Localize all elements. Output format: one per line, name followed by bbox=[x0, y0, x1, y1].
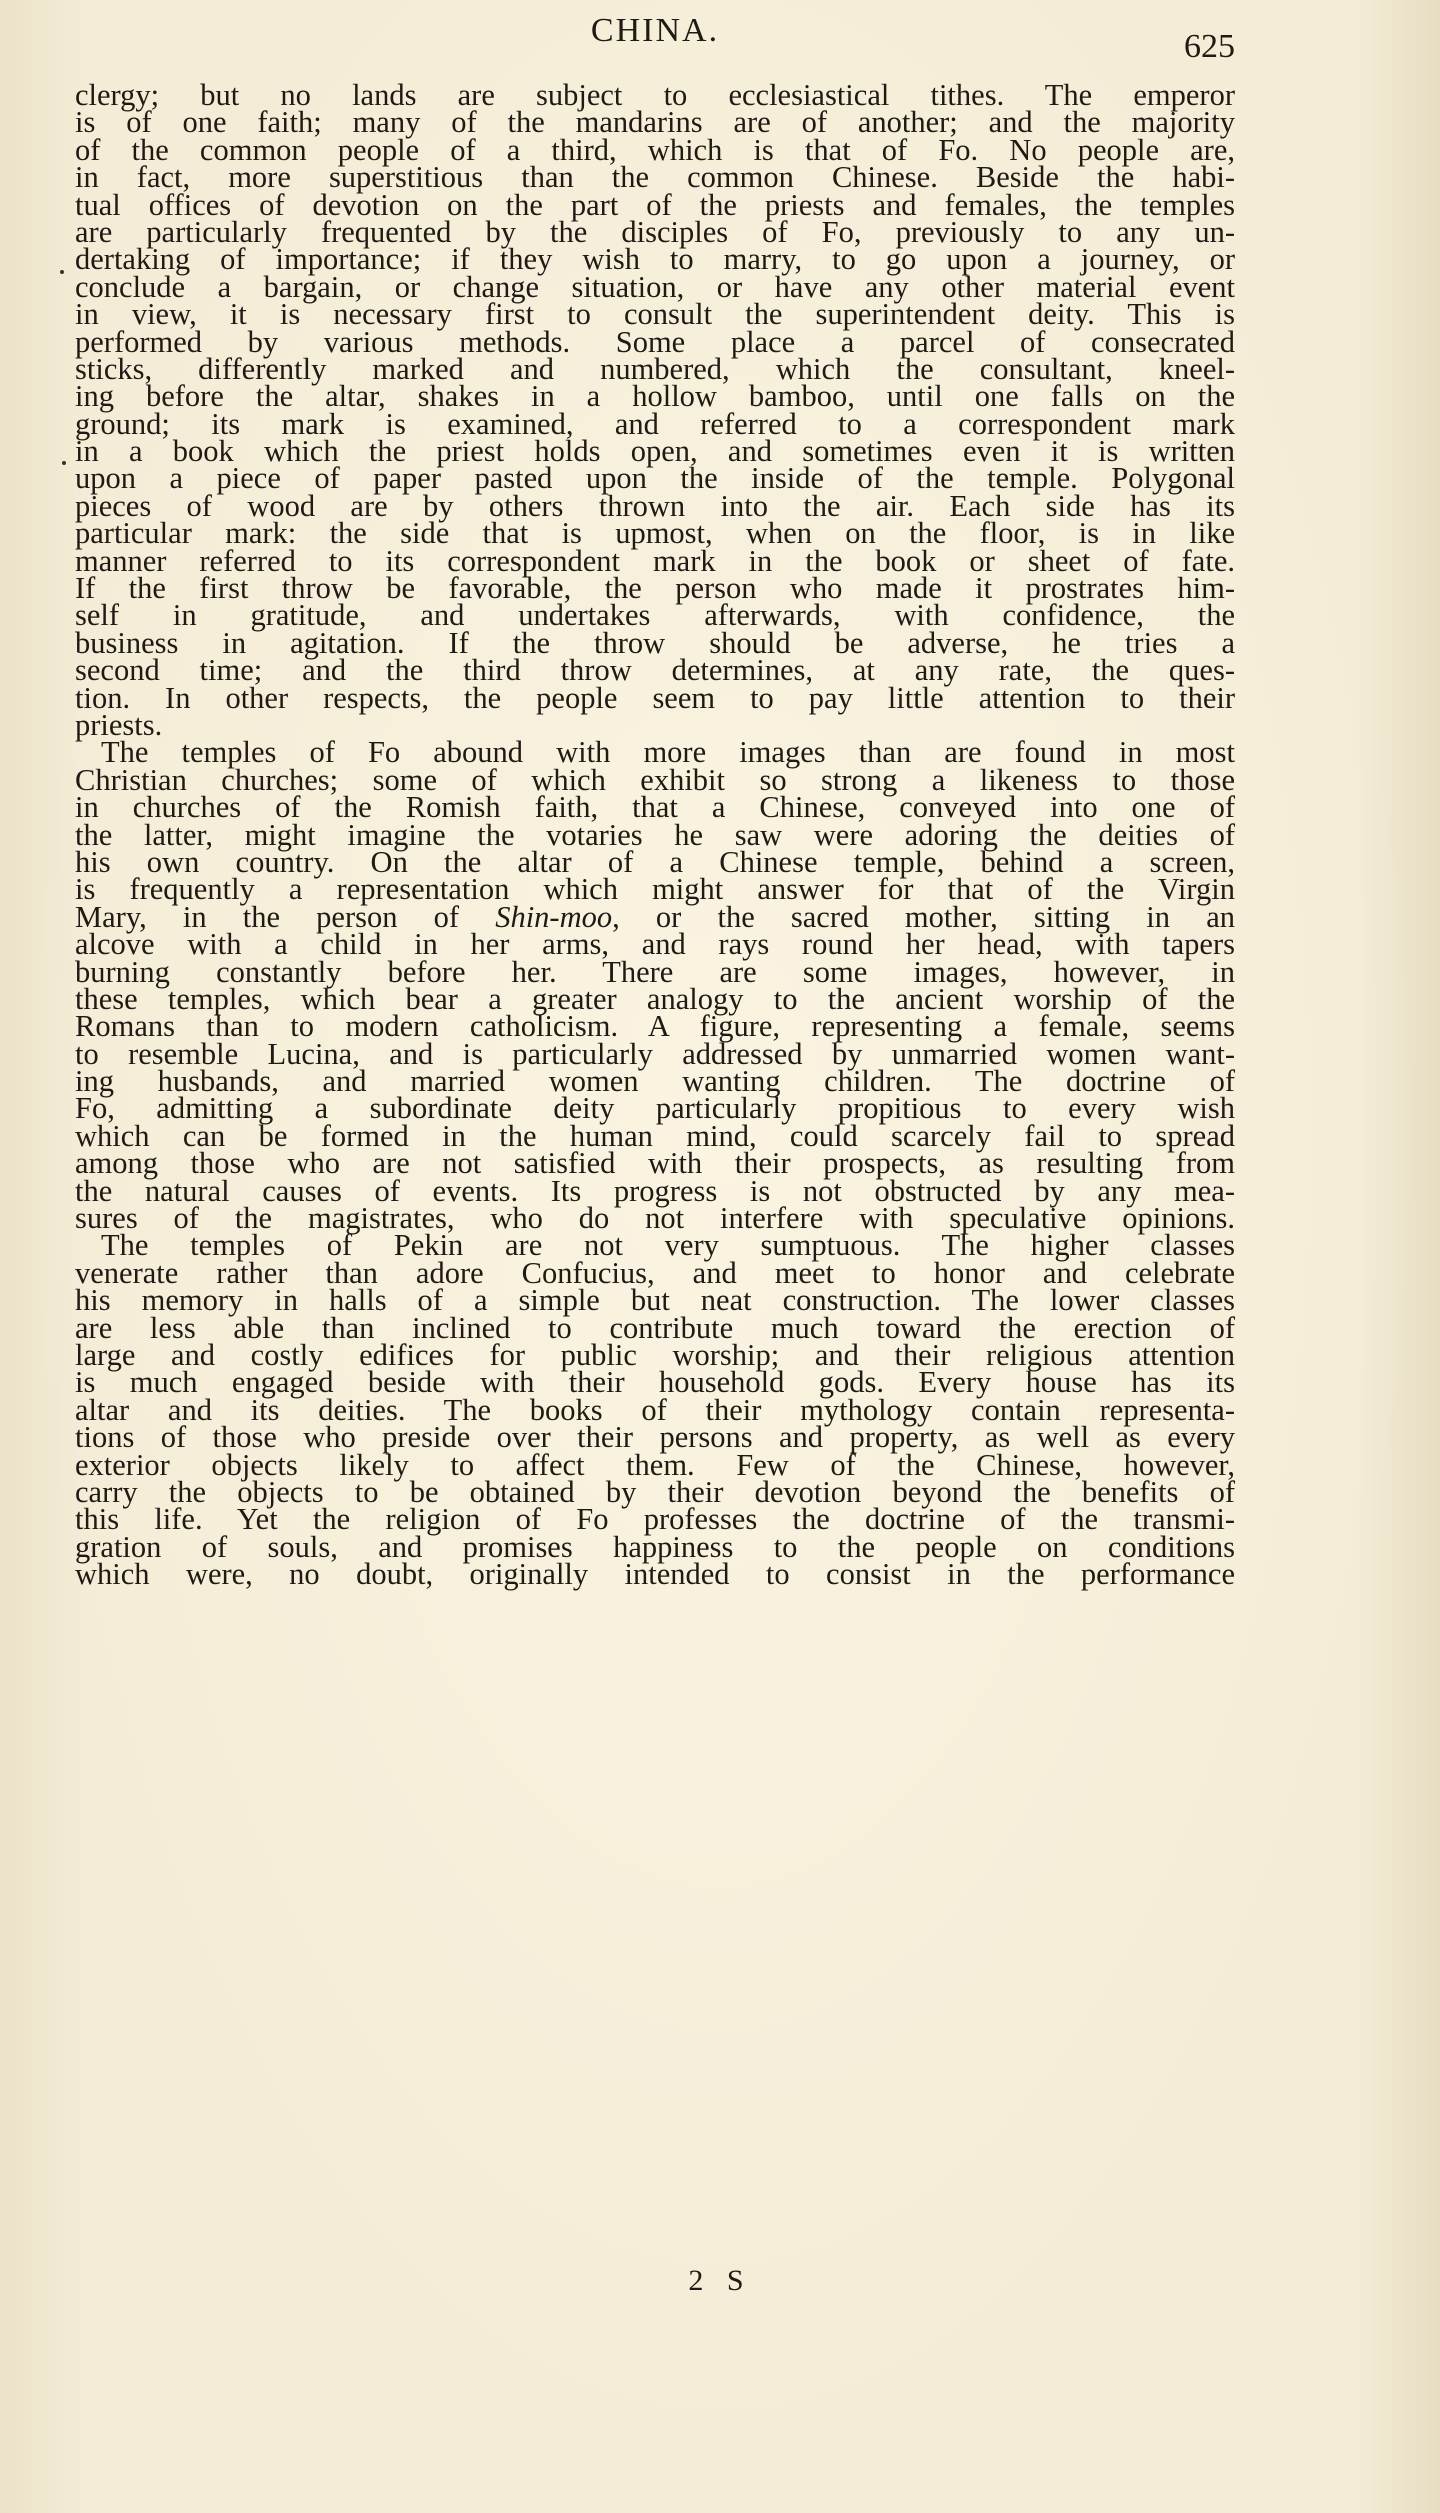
text-line: ing husbands, and married women wanting children. The doctrine of bbox=[75, 1064, 1235, 1099]
text-line: tual offices of devotion on the part of the priests and females, the temples bbox=[75, 187, 1235, 222]
text-line: Fo, admitting a subordinate deity particularly propitious to every wish bbox=[75, 1091, 1235, 1126]
text-line: business in agitation. If the throw should be adverse, he tries a bbox=[75, 625, 1235, 660]
text-line: If the first throw be favorable, the person who made it prostrates him- bbox=[75, 571, 1235, 606]
text-line: in a book which the priest holds open, and sometimes even it is written bbox=[75, 434, 1235, 469]
text-line: Mary, in the person of Shin-moo, or the sacred mother, sitting in an bbox=[75, 899, 1235, 934]
text-line: Romans than to modern catholicism. A figure, representing a female, seems bbox=[75, 1009, 1235, 1044]
running-head: CHINA. bbox=[590, 12, 720, 49]
text-line: these temples, which bear a greater analogy to the ancient worship of the bbox=[75, 981, 1235, 1016]
page-header bbox=[75, 8, 1235, 68]
paragraph-start-line: The temples of Pekin are not very sumptuous. The higher classes bbox=[101, 1228, 1235, 1263]
text-line: performed by various methods. Some place a parcel of consecrated bbox=[75, 324, 1235, 359]
text-line: his own country. On the altar of a Chinese temple, behind a screen, bbox=[75, 844, 1235, 879]
text-line: in churches of the Romish faith, that a Chinese, conveyed into one of bbox=[75, 790, 1235, 825]
text-line: exterior objects likely to affect them. Few of the Chinese, however, bbox=[75, 1447, 1235, 1482]
text-line: to resemble Lucina, and is particularly addressed by unmarried women want- bbox=[75, 1036, 1235, 1071]
text-line: tions of those who preside over their persons and property, as well as every bbox=[75, 1420, 1235, 1455]
text-line: tion. In other respects, the people seem to pay little attention to their bbox=[75, 680, 1235, 715]
margin-speck bbox=[60, 270, 64, 274]
text-line: upon a piece of paper pasted upon the inside of the temple. Polygonal bbox=[75, 461, 1235, 496]
text-line: which can be formed in the human mind, could scarcely fail to spread bbox=[75, 1118, 1235, 1153]
text-line: is much engaged beside with their household gods. Every house has its bbox=[75, 1365, 1235, 1400]
text-line: in view, it is necessary first to consult the superintendent deity. This is bbox=[75, 297, 1235, 332]
text-line: burning constantly before her. There are some images, however, in bbox=[75, 954, 1235, 989]
text-line: carry the objects to be obtained by their devotion beyond the benefits of bbox=[75, 1474, 1235, 1509]
text-line: priests. bbox=[75, 707, 163, 742]
text-line: are less able than inclined to contribute much toward the erection of bbox=[75, 1310, 1235, 1345]
page-number: 625 bbox=[1184, 28, 1235, 65]
text-line: in fact, more superstitious than the common Chinese. Beside the habi- bbox=[75, 160, 1235, 195]
text-line: is frequently a representation which might answer for that of the Virgin bbox=[75, 872, 1235, 907]
text-line: his memory in halls of a simple but neat construction. The lower classes bbox=[75, 1283, 1235, 1318]
text-line: particular mark: the side that is upmost, when on the floor, is in like bbox=[75, 516, 1235, 551]
text-line: altar and its deities. The books of their mythology contain representa- bbox=[75, 1392, 1235, 1427]
margin-speck bbox=[62, 461, 66, 465]
text-line: venerate rather than adore Confucius, and meet to honor and celebrate bbox=[75, 1255, 1235, 1290]
text-line: pieces of wood are by others thrown into the air. Each side has its bbox=[75, 488, 1235, 523]
text-line: Christian churches; some of which exhibit so strong a likeness to those bbox=[75, 762, 1235, 797]
signature-mark: 2 S bbox=[688, 2264, 752, 2297]
text-line: ground; its mark is examined, and referred to a correspondent mark bbox=[75, 406, 1235, 441]
text-line: the latter, might imagine the votaries he saw were adoring the deities of bbox=[75, 817, 1235, 852]
text-line: is of one faith; many of the mandarins are of another; and the majority bbox=[75, 105, 1235, 140]
text-line: this life. Yet the religion of Fo professes the doctrine of the transmi- bbox=[75, 1502, 1235, 1537]
text-line: are particularly frequented by the disciples of Fo, previously to any un- bbox=[75, 214, 1235, 249]
text-line: large and costly edifices for public worship; and their religious attention bbox=[75, 1337, 1235, 1372]
text-line: sures of the magistrates, who do not interfere with speculative opinions. bbox=[75, 1201, 1235, 1236]
text-line: clergy; but no lands are subject to ecclesiastical tithes. The emperor bbox=[75, 78, 1235, 112]
text-line: manner referred to its correspondent mark in the book or sheet of fate. bbox=[75, 543, 1235, 578]
italic-name: Shin-moo bbox=[495, 899, 613, 934]
text-line: alcove with a child in her arms, and rays round her head, with tapers bbox=[75, 927, 1235, 962]
text-line: among those who are not satisfied with their prospects, as resulting from bbox=[75, 1146, 1235, 1181]
text-line: conclude a bargain, or change situation, or have any other material event bbox=[75, 269, 1235, 304]
text-line: second time; and the third throw determines, at any rate, the ques- bbox=[75, 653, 1235, 688]
text-line: self in gratitude, and undertakes afterwards, with confidence, the bbox=[75, 598, 1235, 633]
text-line: sticks, differently marked and numbered, which the consultant, kneel- bbox=[75, 351, 1235, 386]
body-text bbox=[75, 78, 1235, 1592]
text-line: which were, no doubt, originally intended to consist in the performance bbox=[75, 1557, 1235, 1592]
paragraph-start-line: The temples of Fo abound with more images than are found in most bbox=[101, 735, 1235, 770]
text-line: the natural causes of events. Its progress is not obstructed by any mea- bbox=[75, 1173, 1235, 1208]
text-line: ing before the altar, shakes in a hollow bamboo, until one falls on the bbox=[75, 379, 1235, 414]
text-line: of the common people of a third, which is that of Fo. No people are, bbox=[75, 132, 1235, 167]
text-line: dertaking of importance; if they wish to marry, to go upon a journey, or bbox=[75, 242, 1235, 277]
text-line: gration of souls, and promises happiness to the people on conditions bbox=[75, 1529, 1235, 1564]
